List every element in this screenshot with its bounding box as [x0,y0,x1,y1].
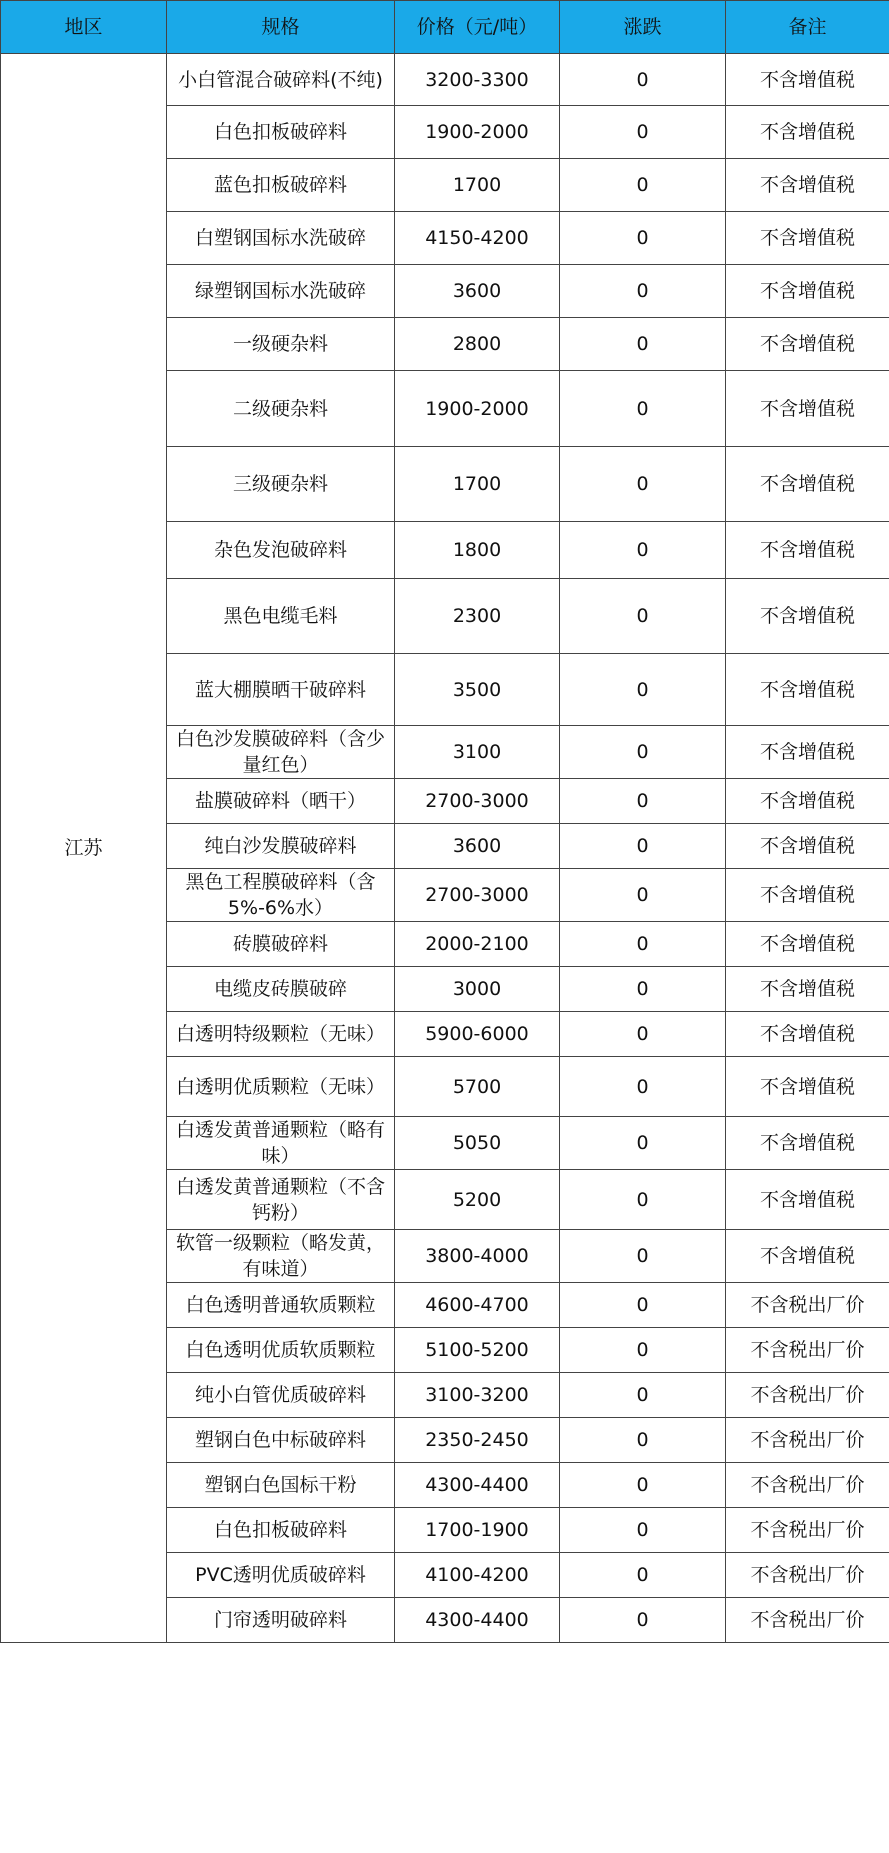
table-body [1,54,889,1643]
spec-cell: 白透明特级颗粒（无味） [167,1012,395,1057]
spec-cell: 塑钢白色国标干粉 [167,1463,395,1508]
note-cell: 不含增值税 [726,54,889,106]
note-cell: 不含增值税 [726,922,889,967]
note-cell: 不含增值税 [726,265,889,318]
note-cell: 不含增值税 [726,726,889,779]
note-cell: 不含增值税 [726,522,889,579]
change-cell: 0 [560,54,726,106]
header-note: 备注 [726,1,889,54]
change-cell: 0 [560,1057,726,1117]
note-cell: 不含增值税 [726,371,889,447]
change-cell: 0 [560,824,726,869]
spec-cell: PVC透明优质破碎料 [167,1553,395,1598]
change-cell: 0 [560,1328,726,1373]
spec-cell: 蓝色扣板破碎料 [167,159,395,212]
price-cell: 4300-4400 [395,1463,560,1508]
note-cell: 不含增值税 [726,159,889,212]
price-cell: 2700-3000 [395,779,560,824]
change-cell: 0 [560,1373,726,1418]
price-cell: 4600-4700 [395,1283,560,1328]
note-cell: 不含税出厂价 [726,1508,889,1553]
change-cell: 0 [560,779,726,824]
price-cell: 5100-5200 [395,1328,560,1373]
change-cell: 0 [560,1598,726,1643]
price-cell: 3100 [395,726,560,779]
spec-cell: 白色扣板破碎料 [167,106,395,159]
change-cell: 0 [560,869,726,922]
price-cell: 5900-6000 [395,1012,560,1057]
header-spec: 规格 [167,1,395,54]
note-cell: 不含增值税 [726,654,889,726]
price-cell: 5050 [395,1117,560,1170]
header-change: 涨跌 [560,1,726,54]
change-cell: 0 [560,1553,726,1598]
note-cell: 不含税出厂价 [726,1418,889,1463]
change-cell: 0 [560,967,726,1012]
header-row [1,1,889,54]
price-cell: 3200-3300 [395,54,560,106]
change-cell: 0 [560,922,726,967]
spec-cell: 盐膜破碎料（晒干） [167,779,395,824]
price-cell: 3500 [395,654,560,726]
spec-cell: 黑色工程膜破碎料（含5%-6%水） [167,869,395,922]
spec-cell: 白透发黄普通颗粒（略有味） [167,1117,395,1170]
spec-cell: 塑钢白色中标破碎料 [167,1418,395,1463]
note-cell: 不含增值税 [726,318,889,371]
price-cell: 3000 [395,967,560,1012]
spec-cell: 一级硬杂料 [167,318,395,371]
note-cell: 不含增值税 [726,1117,889,1170]
change-cell: 0 [560,1463,726,1508]
note-cell: 不含增值税 [726,1230,889,1283]
spec-cell: 白透发黄普通颗粒（不含钙粉） [167,1170,395,1230]
price-cell: 2300 [395,579,560,654]
change-cell: 0 [560,522,726,579]
price-cell: 2000-2100 [395,922,560,967]
change-cell: 0 [560,265,726,318]
price-cell: 3100-3200 [395,1373,560,1418]
change-cell: 0 [560,1508,726,1553]
spec-cell: 二级硬杂料 [167,371,395,447]
table-row [1,54,889,106]
header-price: 价格（元/吨） [395,1,560,54]
price-cell: 2700-3000 [395,869,560,922]
note-cell: 不含增值税 [726,1170,889,1230]
price-cell: 3800-4000 [395,1230,560,1283]
note-cell: 不含税出厂价 [726,1553,889,1598]
price-cell: 1900-2000 [395,106,560,159]
spec-cell: 砖膜破碎料 [167,922,395,967]
price-cell: 5200 [395,1170,560,1230]
price-cell: 5700 [395,1057,560,1117]
spec-cell: 白色扣板破碎料 [167,1508,395,1553]
change-cell: 0 [560,159,726,212]
spec-cell: 白色透明优质软质颗粒 [167,1328,395,1373]
spec-cell: 白色透明普通软质颗粒 [167,1283,395,1328]
change-cell: 0 [560,106,726,159]
note-cell: 不含增值税 [726,824,889,869]
price-cell: 2800 [395,318,560,371]
change-cell: 0 [560,654,726,726]
note-cell: 不含税出厂价 [726,1463,889,1508]
change-cell: 0 [560,1230,726,1283]
spec-cell: 纯白沙发膜破碎料 [167,824,395,869]
spec-cell: 软管一级颗粒（略发黄，有味道） [167,1230,395,1283]
note-cell: 不含增值税 [726,869,889,922]
spec-cell: 纯小白管优质破碎料 [167,1373,395,1418]
spec-cell: 小白管混合破碎料(不纯) [167,54,395,106]
price-cell: 1900-2000 [395,371,560,447]
note-cell: 不含增值税 [726,779,889,824]
header-region: 地区 [1,1,167,54]
note-cell: 不含税出厂价 [726,1598,889,1643]
price-cell: 3600 [395,265,560,318]
spec-cell: 三级硬杂料 [167,447,395,522]
note-cell: 不含增值税 [726,1012,889,1057]
note-cell: 不含税出厂价 [726,1328,889,1373]
price-cell: 4300-4400 [395,1598,560,1643]
note-cell: 不含增值税 [726,1057,889,1117]
spec-cell: 门帘透明破碎料 [167,1598,395,1643]
price-cell: 2350-2450 [395,1418,560,1463]
price-cell: 1800 [395,522,560,579]
change-cell: 0 [560,1418,726,1463]
change-cell: 0 [560,1117,726,1170]
change-cell: 0 [560,1283,726,1328]
note-cell: 不含增值税 [726,579,889,654]
change-cell: 0 [560,447,726,522]
change-cell: 0 [560,726,726,779]
note-cell: 不含增值税 [726,212,889,265]
price-cell: 4100-4200 [395,1553,560,1598]
note-cell: 不含增值税 [726,447,889,522]
change-cell: 0 [560,579,726,654]
spec-cell: 白塑钢国标水洗破碎 [167,212,395,265]
price-cell: 1700 [395,159,560,212]
price-cell: 1700 [395,447,560,522]
price-cell: 1700-1900 [395,1508,560,1553]
spec-cell: 白色沙发膜破碎料（含少量红色） [167,726,395,779]
price-cell: 4150-4200 [395,212,560,265]
change-cell: 0 [560,371,726,447]
change-cell: 0 [560,1012,726,1057]
note-cell: 不含增值税 [726,967,889,1012]
change-cell: 0 [560,318,726,371]
note-cell: 不含税出厂价 [726,1373,889,1418]
change-cell: 0 [560,212,726,265]
spec-cell: 电缆皮砖膜破碎 [167,967,395,1012]
spec-cell: 黑色电缆毛料 [167,579,395,654]
note-cell: 不含税出厂价 [726,1283,889,1328]
spec-cell: 蓝大棚膜晒干破碎料 [167,654,395,726]
note-cell: 不含增值税 [726,106,889,159]
price-cell: 3600 [395,824,560,869]
spec-cell: 白透明优质颗粒（无味） [167,1057,395,1117]
spec-cell: 杂色发泡破碎料 [167,522,395,579]
change-cell: 0 [560,1170,726,1230]
spec-cell: 绿塑钢国标水洗破碎 [167,265,395,318]
region-cell: 江苏 [1,54,167,1643]
